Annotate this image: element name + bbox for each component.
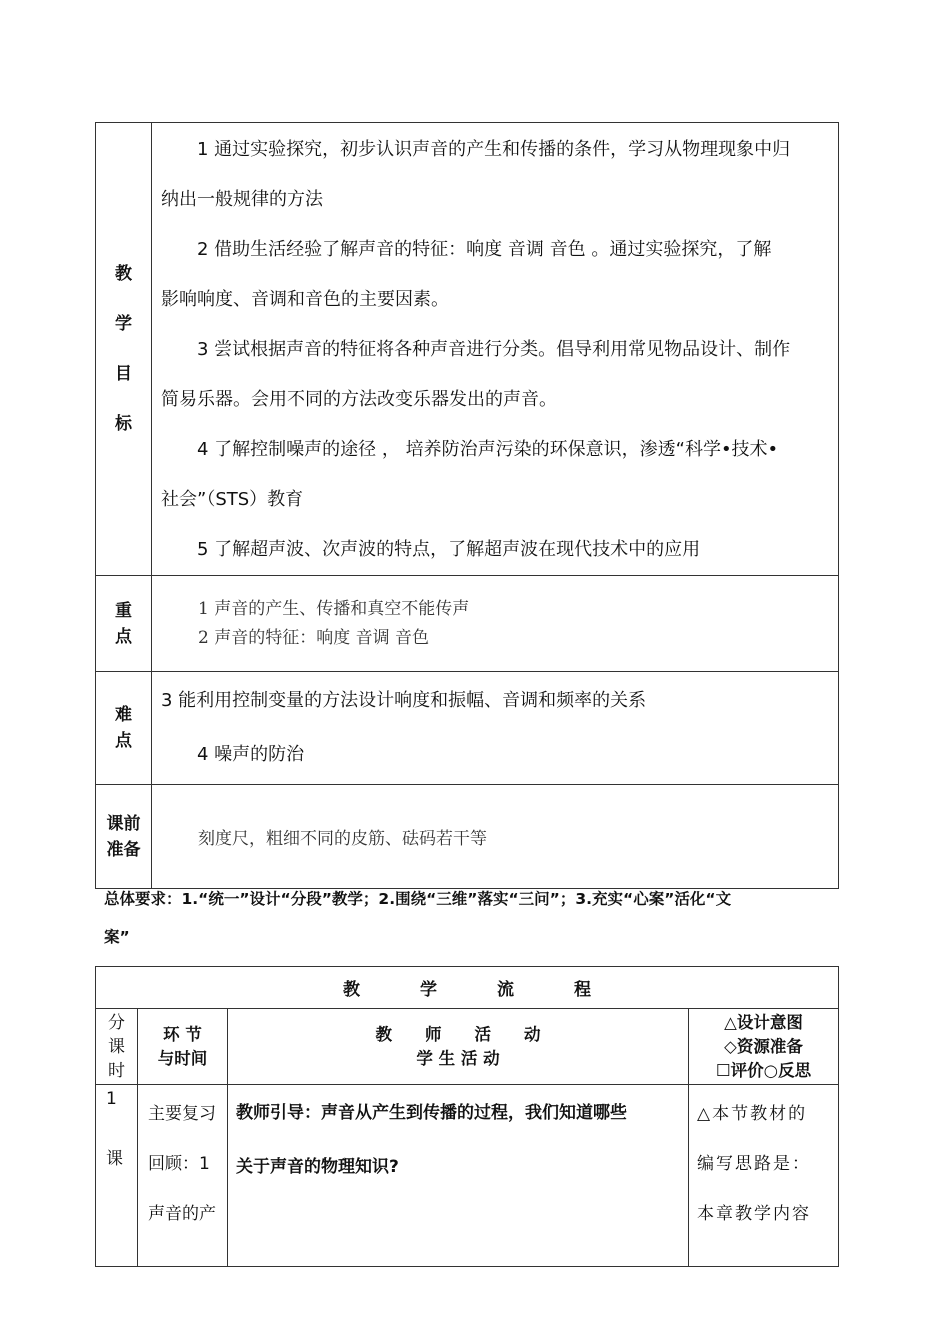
row-notes: △本节教材的 编写思路是： 本章教学内容 <box>689 1085 839 1267</box>
lesson-info-table <box>95 122 839 889</box>
goals-content <box>152 123 839 576</box>
header-notes: △设计意图 ◇资源准备 ☐评价○反思 <box>689 1009 839 1085</box>
difficulty-item: 3 能利用控制变量的方法设计响度和振幅、音调和频率的关系 <box>161 690 647 711</box>
difficulty-item: 4 噪声的防治 <box>197 744 305 765</box>
row-stage: 主要复习 回顾：1 声音的产 <box>138 1085 228 1267</box>
prep-content: 刻度尺，粗细不同的皮筋、砝码若干等 <box>152 785 839 889</box>
goal-item: 5 了解超声波、次声波的特点，了解超声波在现代技术中的应用 <box>197 539 701 560</box>
goal-item-cont: 纳出一般规律的方法 <box>161 189 323 210</box>
key-point: 2 声音的特征：响度 音调 音色 <box>198 627 430 648</box>
key-points-content <box>152 576 839 672</box>
goal-item-cont: 简易乐器。会用不同的方法改变乐器发出的声音。 <box>161 389 557 410</box>
difficulty-label: 难 点 <box>96 672 152 785</box>
goal-item: 2 借助生活经验了解声音的特征：响度 音调 音色 。通过实验探究，了解 <box>197 239 772 260</box>
goal-item: 4 了解控制噪声的途径 ， 培养防治声污染的环保意识，渗透“科学•技术• <box>197 439 779 460</box>
prep-label: 课前 准备 <box>96 785 152 889</box>
goal-item: 3 尝试根据声音的特征将各种声音进行分类。倡导利用常见物品设计、制作 <box>197 339 791 360</box>
key-points-label: 重 点 <box>96 576 152 672</box>
goal-item-cont: 社会”（STS）教育 <box>161 489 304 510</box>
goal-item: 1 通过实验探究，初步认识声音的产生和传播的条件，学习从物理现象中归 <box>197 139 791 160</box>
difficulty-content <box>152 672 839 785</box>
header-stage: 环 节 与时间 <box>138 1009 228 1085</box>
teaching-flow-table <box>95 966 839 1267</box>
header-lesson: 分 课 时 <box>96 1009 138 1085</box>
key-point: 1 声音的产生、传播和真空不能传声 <box>198 598 470 619</box>
overall-requirements: 总体要求：1.“统一”设计“分段”教学；2.围绕“三维”落实“三问”；3.充实“心案”活化“文 案” <box>104 890 732 946</box>
goals-label: 教 学 目 标 <box>96 123 152 576</box>
goal-item-cont: 影响响度、音调和音色的主要因素。 <box>161 289 449 310</box>
row-activity: 教师引导：声音从产生到传播的过程，我们知道哪些 关于声音的物理知识? <box>228 1085 689 1267</box>
flow-title: 教 学 流 程 <box>96 967 839 1009</box>
header-activity: 教 师 活 动 学 生 活 动 <box>228 1009 689 1085</box>
row-lesson: 1 课 <box>96 1085 138 1267</box>
